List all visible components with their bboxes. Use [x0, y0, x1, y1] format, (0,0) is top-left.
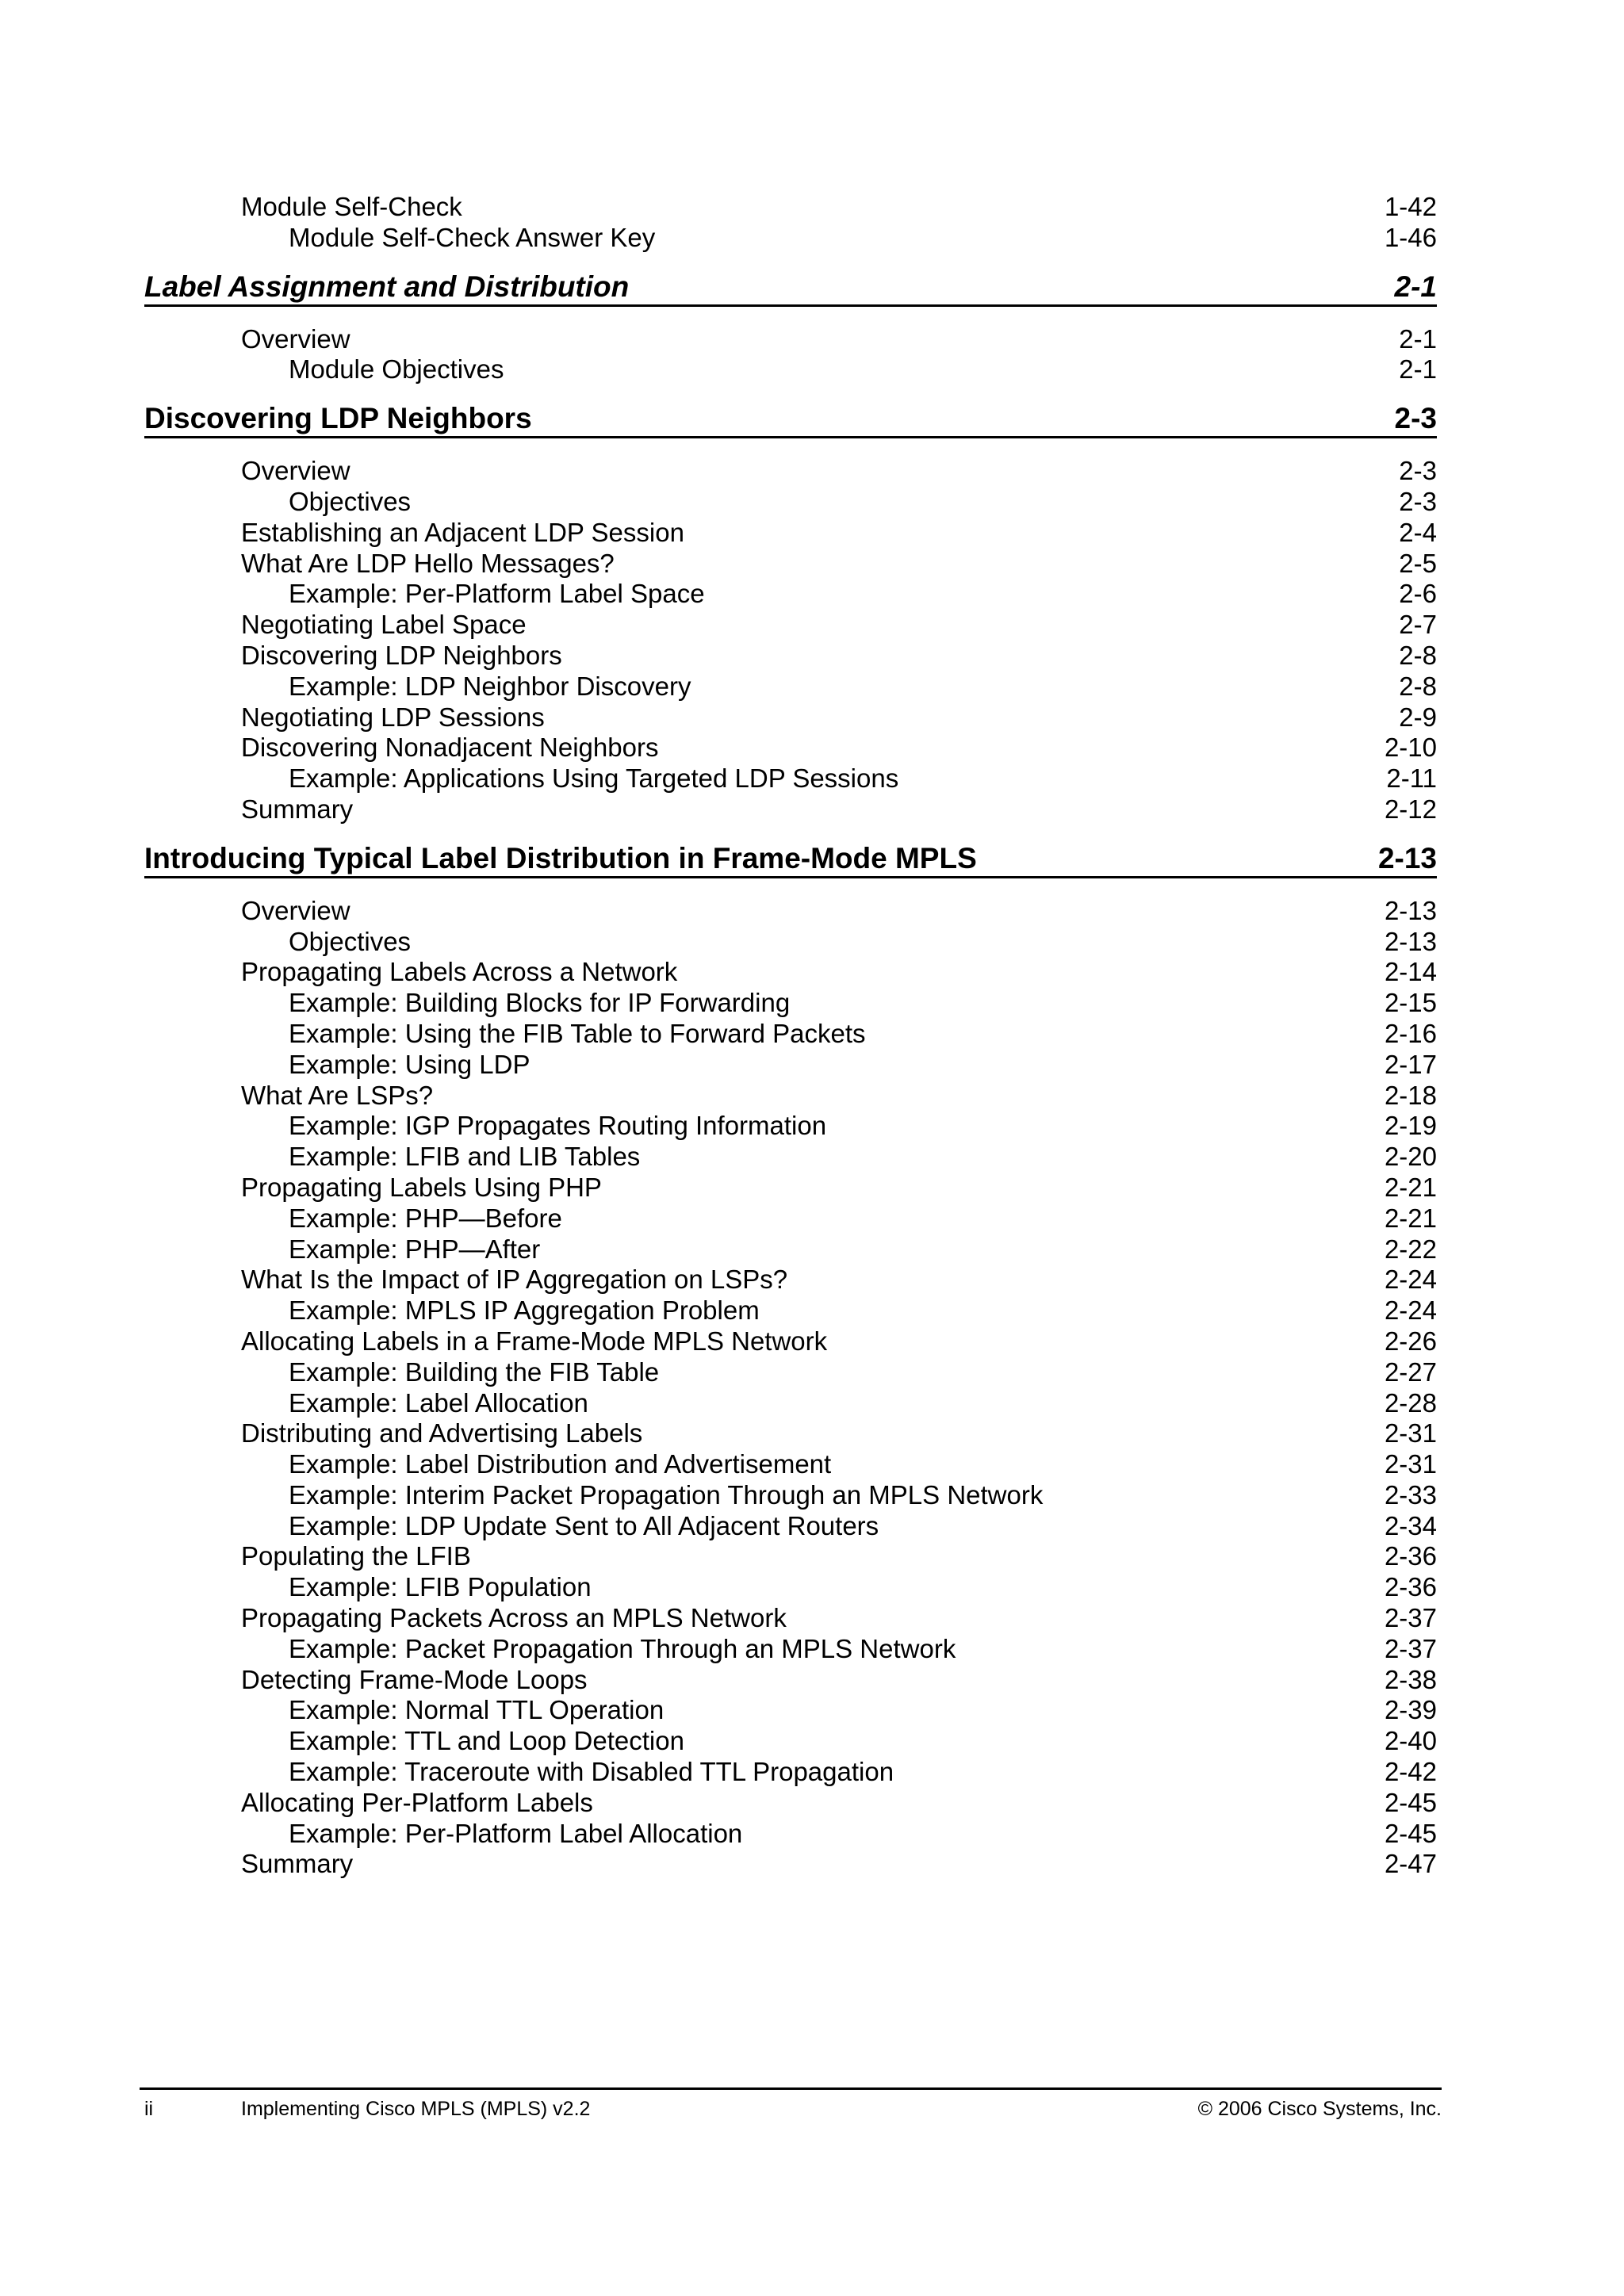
toc-entry-page: 2-40 [1384, 1726, 1437, 1756]
toc-entry[interactable] [144, 324, 1437, 355]
toc-subentry[interactable] [144, 1234, 1437, 1265]
toc-entry-label: Example: Per-Platform Label Space [289, 579, 705, 609]
toc-entry-label: Example: Building the FIB Table [289, 1357, 660, 1387]
toc-entry[interactable] [144, 456, 1437, 487]
toc-entry-label: What Are LDP Hello Messages? [241, 548, 615, 578]
toc-entry-label: What Are LSPs? [241, 1080, 434, 1110]
toc-entry-page: 2-45 [1384, 1818, 1437, 1848]
toc-entry-page: 2-21 [1384, 1172, 1437, 1202]
toc-entry-label: Module Self-Check Answer Key [289, 222, 656, 252]
toc-entry-label: Example: Normal TTL Operation [289, 1695, 665, 1725]
section-title: Discovering LDP Neighbors [144, 402, 532, 435]
toc-entry[interactable] [144, 1665, 1437, 1696]
toc-entry[interactable] [144, 1265, 1437, 1295]
toc-entry-page: 2-8 [1399, 640, 1437, 670]
toc-entry-page: 2-45 [1384, 1787, 1437, 1817]
toc-entry-label: Example: MPLS IP Aggregation Problem [289, 1295, 760, 1326]
toc-entry[interactable] [144, 1541, 1437, 1572]
toc-entry-label: Module Self-Check [241, 192, 462, 221]
toc-entry-page: 2-3 [1399, 456, 1437, 486]
toc-entry-page: 1-42 [1384, 192, 1437, 221]
toc-entry-page: 2-16 [1384, 1018, 1437, 1048]
toc-subentry[interactable] [144, 1480, 1437, 1511]
section-page: 2-13 [1377, 841, 1437, 874]
toc-entry-page: 2-47 [1384, 1849, 1437, 1879]
toc-entry-label: What Is the Impact of IP Aggregation on LSPs? [241, 1265, 788, 1295]
toc-subentry[interactable] [144, 1819, 1437, 1850]
toc-entry-page: 2-15 [1384, 988, 1437, 1018]
toc-entry-label: Overview [241, 323, 350, 354]
toc-subentry[interactable] [144, 1726, 1437, 1757]
toc-entry-label: Allocating Labels in a Frame-Mode MPLS Network [241, 1326, 828, 1356]
toc-entry[interactable] [144, 610, 1437, 641]
toc-section-heading[interactable] [144, 401, 1437, 438]
toc-entry[interactable] [144, 518, 1437, 549]
toc-entry-label: Example: Traceroute with Disabled TTL Propagation [289, 1757, 894, 1787]
toc-entry-page: 2-27 [1384, 1357, 1437, 1387]
toc-entry[interactable] [144, 1849, 1437, 1880]
toc-subentry[interactable] [144, 672, 1437, 702]
toc-entry[interactable] [144, 1418, 1437, 1449]
toc-entry-label: Overview [241, 895, 350, 925]
toc-entry-label: Detecting Frame-Mode Loops [241, 1664, 588, 1694]
toc-entry-page: 2-38 [1384, 1664, 1437, 1694]
toc-entry-page: 2-12 [1384, 794, 1437, 824]
toc-entry-page: 1-46 [1384, 222, 1437, 252]
toc-subentry[interactable] [144, 1050, 1437, 1081]
toc-subentry[interactable] [144, 1142, 1437, 1173]
toc-entry-page: 2-19 [1384, 1111, 1437, 1141]
toc-entry-label: Summary [241, 794, 354, 824]
toc-entry-label: Discovering LDP Neighbors [241, 640, 562, 670]
toc-entry-label: Example: Interim Packet Propagation Through an MPLS Network [289, 1479, 1044, 1510]
toc-entry-page: 2-26 [1384, 1326, 1437, 1356]
toc-entry-page: 2-6 [1399, 579, 1437, 609]
toc-entry-label: Module Objectives [289, 354, 504, 385]
toc-entry-page: 2-42 [1384, 1757, 1437, 1787]
toc-entry[interactable] [144, 1788, 1437, 1819]
toc-entry-page: 2-20 [1384, 1142, 1437, 1172]
toc-entry-label: Example: IGP Propagates Routing Information [289, 1111, 827, 1141]
table-of-contents [144, 192, 1437, 1880]
toc-entry[interactable] [144, 733, 1437, 763]
toc-entry-page: 2-24 [1384, 1265, 1437, 1295]
footer-page-number: ii [144, 2098, 154, 2120]
toc-entry-page: 2-37 [1384, 1603, 1437, 1633]
toc-subentry[interactable] [144, 223, 1437, 254]
toc-subentry[interactable] [144, 1203, 1437, 1234]
toc-subentry[interactable] [144, 988, 1437, 1019]
toc-entry[interactable] [144, 1081, 1437, 1112]
toc-subentry[interactable] [144, 1572, 1437, 1603]
toc-entry[interactable] [144, 1326, 1437, 1357]
toc-entry-page: 2-31 [1384, 1449, 1437, 1479]
footer-divider [140, 2087, 1442, 2090]
toc-entry-label: Overview [241, 456, 350, 486]
toc-subentry[interactable] [144, 1449, 1437, 1480]
toc-entry-label: Example: Applications Using Targeted LDP Sessions [289, 763, 899, 794]
toc-entry-label: Example: Using the FIB Table to Forward Packets [289, 1018, 866, 1048]
toc-entry-page: 2-36 [1384, 1541, 1437, 1571]
toc-entry-label: Allocating Per-Platform Labels [241, 1787, 593, 1817]
toc-entry-label: Example: TTL and Loop Detection [289, 1726, 684, 1756]
toc-entry-label: Example: LDP Neighbor Discovery [289, 671, 691, 701]
toc-entry[interactable] [144, 794, 1437, 825]
toc-entry-label: Summary [241, 1849, 354, 1879]
toc-entry-page: 2-37 [1384, 1633, 1437, 1663]
toc-entry-label: Discovering Nonadjacent Neighbors [241, 733, 659, 763]
toc-subentry[interactable] [144, 763, 1437, 794]
toc-entry-label: Example: LFIB and LIB Tables [289, 1142, 641, 1172]
section-title: Label Assignment and Distribution [144, 270, 630, 303]
section-page: 2-1 [1394, 270, 1437, 303]
toc-entry-label: Example: LFIB Population [289, 1572, 592, 1602]
toc-entry-label: Propagating Labels Using PHP [241, 1172, 602, 1202]
toc-subentry[interactable] [144, 1757, 1437, 1788]
toc-subentry[interactable] [144, 1019, 1437, 1050]
toc-subentry[interactable] [144, 927, 1437, 958]
toc-entry-label: Establishing an Adjacent LDP Session [241, 517, 684, 547]
toc-entry[interactable] [144, 896, 1437, 927]
toc-entry-page: 2-8 [1399, 671, 1437, 701]
toc-entry-page: 2-13 [1384, 895, 1437, 925]
toc-entry-page: 2-1 [1399, 354, 1437, 385]
toc-entry-page: 2-4 [1399, 517, 1437, 547]
toc-subentry[interactable] [144, 1388, 1437, 1419]
toc-entry-label: Example: Label Allocation [289, 1387, 588, 1418]
toc-section-heading[interactable] [144, 841, 1437, 878]
toc-subentry[interactable] [144, 1357, 1437, 1388]
toc-entry[interactable] [144, 549, 1437, 580]
toc-subentry[interactable] [144, 1295, 1437, 1326]
section-title: Introducing Typical Label Distribution in Frame-Mode MPLS [144, 841, 977, 874]
toc-entry-page: 2-5 [1399, 548, 1437, 578]
toc-subentry[interactable] [144, 1634, 1437, 1665]
toc-entry[interactable] [144, 192, 1437, 223]
toc-entry-page: 2-1 [1399, 323, 1437, 354]
toc-entry-label: Distributing and Advertising Labels [241, 1418, 643, 1448]
toc-entry-page: 2-34 [1384, 1510, 1437, 1540]
toc-entry-page: 2-7 [1399, 610, 1437, 640]
toc-entry-label: Example: Using LDP [289, 1049, 530, 1079]
toc-subentry[interactable] [144, 354, 1437, 385]
toc-entry-page: 2-39 [1384, 1695, 1437, 1725]
toc-subentry[interactable] [144, 487, 1437, 518]
toc-subentry[interactable] [144, 579, 1437, 610]
toc-section-heading[interactable] [144, 270, 1437, 307]
toc-entry-page: 2-14 [1384, 957, 1437, 987]
toc-entry-page: 2-33 [1384, 1479, 1437, 1510]
toc-entry-label: Example: PHP—After [289, 1234, 541, 1264]
toc-entry[interactable] [144, 1603, 1437, 1634]
toc-entry[interactable] [144, 641, 1437, 672]
toc-entry-page: 2-11 [1386, 763, 1437, 794]
toc-entry-label: Example: Per-Platform Label Allocation [289, 1818, 743, 1848]
toc-entry[interactable] [144, 957, 1437, 988]
toc-entry-label: Example: PHP—Before [289, 1203, 562, 1233]
toc-entry-page: 2-24 [1384, 1295, 1437, 1326]
toc-entry-page: 2-9 [1399, 702, 1437, 732]
toc-entry-label: Example: Building Blocks for IP Forwarding [289, 988, 791, 1018]
toc-entry-page: 2-17 [1384, 1049, 1437, 1079]
toc-entry-page: 2-31 [1384, 1418, 1437, 1448]
toc-entry-label: Example: Label Distribution and Advertisement [289, 1449, 832, 1479]
toc-entry-page: 2-21 [1384, 1203, 1437, 1233]
toc-entry-label: Negotiating Label Space [241, 610, 527, 640]
toc-entry-page: 2-13 [1384, 926, 1437, 956]
footer-copyright: © 2006 Cisco Systems, Inc. [1197, 2098, 1442, 2120]
toc-entry-page: 2-28 [1384, 1387, 1437, 1418]
toc-subentry[interactable] [144, 1511, 1437, 1542]
toc-entry-page: 2-22 [1384, 1234, 1437, 1264]
toc-entry-label: Objectives [289, 926, 412, 956]
toc-entry[interactable] [144, 702, 1437, 733]
toc-entry-page: 2-36 [1384, 1572, 1437, 1602]
toc-subentry[interactable] [144, 1111, 1437, 1142]
toc-entry-page: 2-3 [1399, 486, 1437, 516]
toc-entry-label: Example: Packet Propagation Through an MPLS Network [289, 1633, 956, 1663]
toc-subentry[interactable] [144, 1695, 1437, 1726]
toc-entry-label: Objectives [289, 486, 412, 516]
section-page: 2-3 [1394, 402, 1437, 435]
toc-entry-label: Propagating Labels Across a Network [241, 957, 678, 987]
toc-entry[interactable] [144, 1173, 1437, 1203]
toc-entry-page: 2-18 [1384, 1080, 1437, 1110]
footer-book-title: Implementing Cisco MPLS (MPLS) v2.2 [241, 2098, 591, 2120]
toc-entry-label: Example: LDP Update Sent to All Adjacent Routers [289, 1510, 879, 1540]
toc-entry-label: Negotiating LDP Sessions [241, 702, 545, 732]
toc-entry-label: Propagating Packets Across an MPLS Network [241, 1603, 787, 1633]
toc-entry-page: 2-10 [1384, 733, 1437, 763]
toc-entry-label: Populating the LFIB [241, 1541, 471, 1571]
